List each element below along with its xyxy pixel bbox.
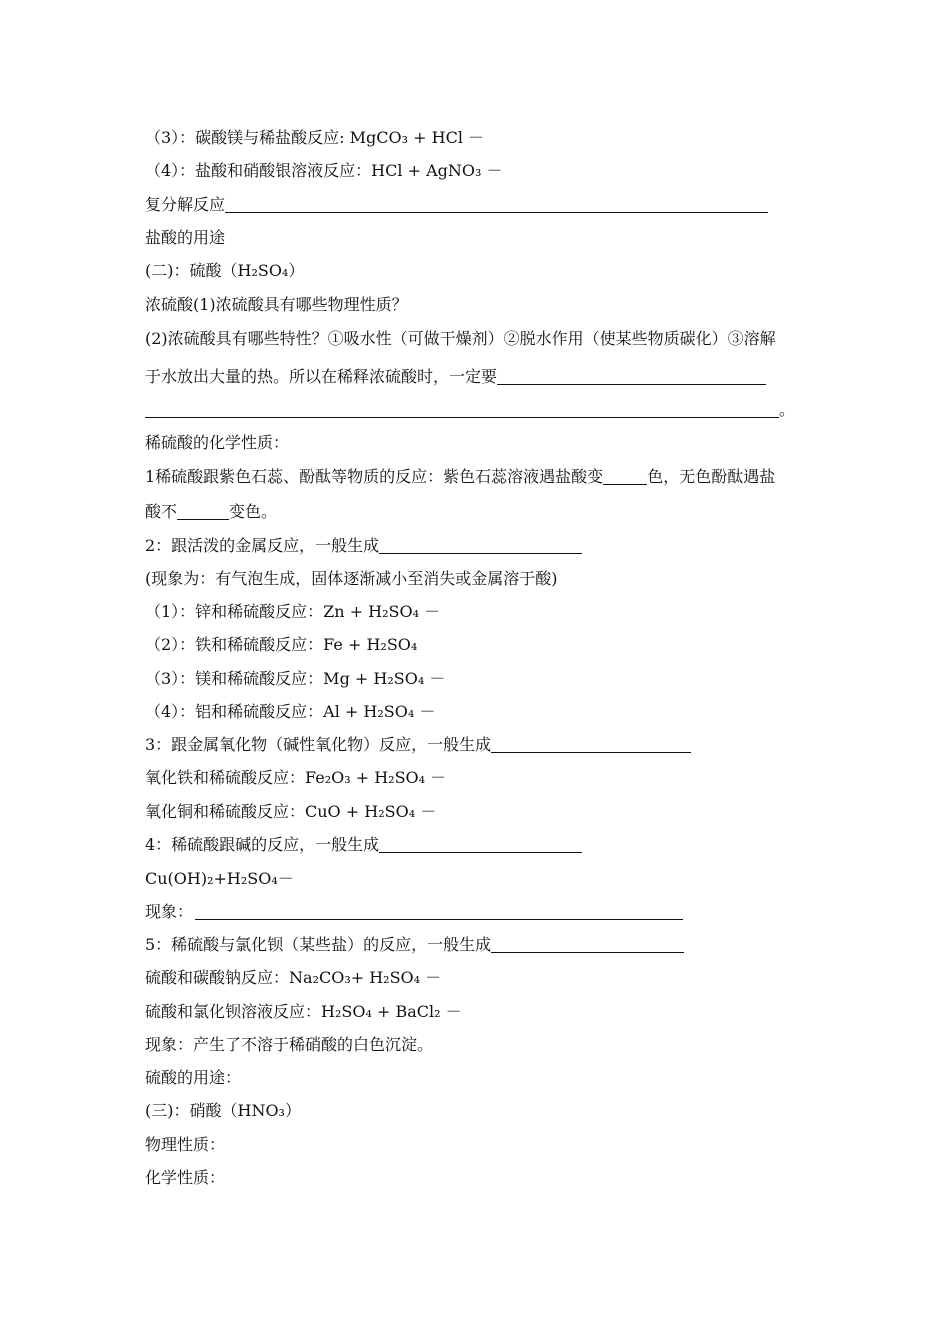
text-line: 氧化铁和稀硫酸反应：Fe₂O₃ + H₂SO₄ － (145, 768, 447, 787)
answer-blank[interactable] (225, 196, 768, 213)
text-line: 1稀硫酸跟紫色石蕊、酚酞等物质的反应：紫色石蕊溶液遇盐酸变 色，无色酚酞遇盐 (145, 467, 776, 486)
text-line: 2：跟活泼的金属反应，一般生成 (145, 536, 582, 556)
text-line: 5：稀硫酸与氯化钡（某些盐）的反应，一般生成 (145, 935, 684, 955)
text-line: 浓硫酸(1)浓硫酸具有哪些物理性质？ (145, 295, 408, 314)
text-line: (2)浓硫酸具有哪些特性？①吸水性（可做干燥剂）②脱水作用（使某些物质碳化）③溶解 (145, 329, 776, 348)
answer-blank[interactable] (379, 537, 582, 554)
text-line: 。 (145, 400, 795, 420)
text-line: 硫酸和碳酸钠反应：Na₂CO₃+ H₂SO₄ － (145, 968, 442, 987)
text-line: （4）：盐酸和硝酸银溶液反应：HCl + AgNO₃ － (145, 161, 503, 180)
text-line: 物理性质： (145, 1135, 226, 1154)
text-line: 3：跟金属氧化物（碱性氧化物）反应，一般生成 (145, 735, 691, 755)
text-line: 4：稀硫酸跟碱的反应，一般生成 (145, 835, 582, 855)
text-line: （3）：镁和稀硫酸反应：Mg + H₂SO₄ － (145, 669, 446, 688)
text-line: Cu(OH)₂+H₂SO₄－ (145, 869, 294, 888)
text-line: 化学性质： (145, 1168, 226, 1187)
text-line: 盐酸的用途 (145, 228, 226, 247)
answer-blank[interactable] (145, 401, 779, 418)
text-line: （1）：锌和稀硫酸反应：Zn + H₂SO₄ － (145, 602, 441, 621)
text-line: （2）：铁和稀硫酸反应：Fe + H₂SO₄ (145, 635, 418, 654)
text-line: 复分解反应 (145, 195, 768, 215)
text-line: 现象： (145, 902, 683, 922)
text-line: （4）：铝和稀硫酸反应：Al + H₂SO₄ － (145, 702, 436, 721)
text-line: 现象：产生了不溶于稀硝酸的白色沉淀。 (145, 1035, 434, 1054)
answer-blank[interactable] (195, 903, 683, 920)
text-line: 于水放出大量的热。所以在稀释浓硫酸时，一定要 (145, 367, 766, 387)
answer-blank[interactable] (603, 468, 647, 485)
answer-blank[interactable] (491, 936, 684, 953)
text-line: 酸不 变色。 (145, 502, 278, 521)
answer-blank[interactable] (491, 736, 691, 753)
text-line: （3）：碳酸镁与稀盐酸反应: MgCO₃ + HCl － (145, 128, 485, 147)
text-line: 硫酸的用途： (145, 1068, 242, 1087)
text-line: 硫酸和氯化钡溶液反应：H₂SO₄ + BaCl₂ － (145, 1002, 462, 1021)
answer-blank[interactable] (379, 836, 582, 853)
text-line: (现象为：有气泡生成，固体逐渐减小至消失或金属溶于酸) (145, 569, 558, 588)
answer-blank[interactable] (177, 503, 229, 520)
text-line: 稀硫酸的化学性质： (145, 433, 290, 452)
answer-blank[interactable] (497, 368, 766, 385)
section-heading: (三)：硝酸（HNO₃） (145, 1101, 301, 1120)
text-line: 氧化铜和稀硫酸反应：CuO + H₂SO₄ － (145, 802, 437, 821)
section-heading: (二)：硫酸（H₂SO₄） (145, 261, 305, 280)
